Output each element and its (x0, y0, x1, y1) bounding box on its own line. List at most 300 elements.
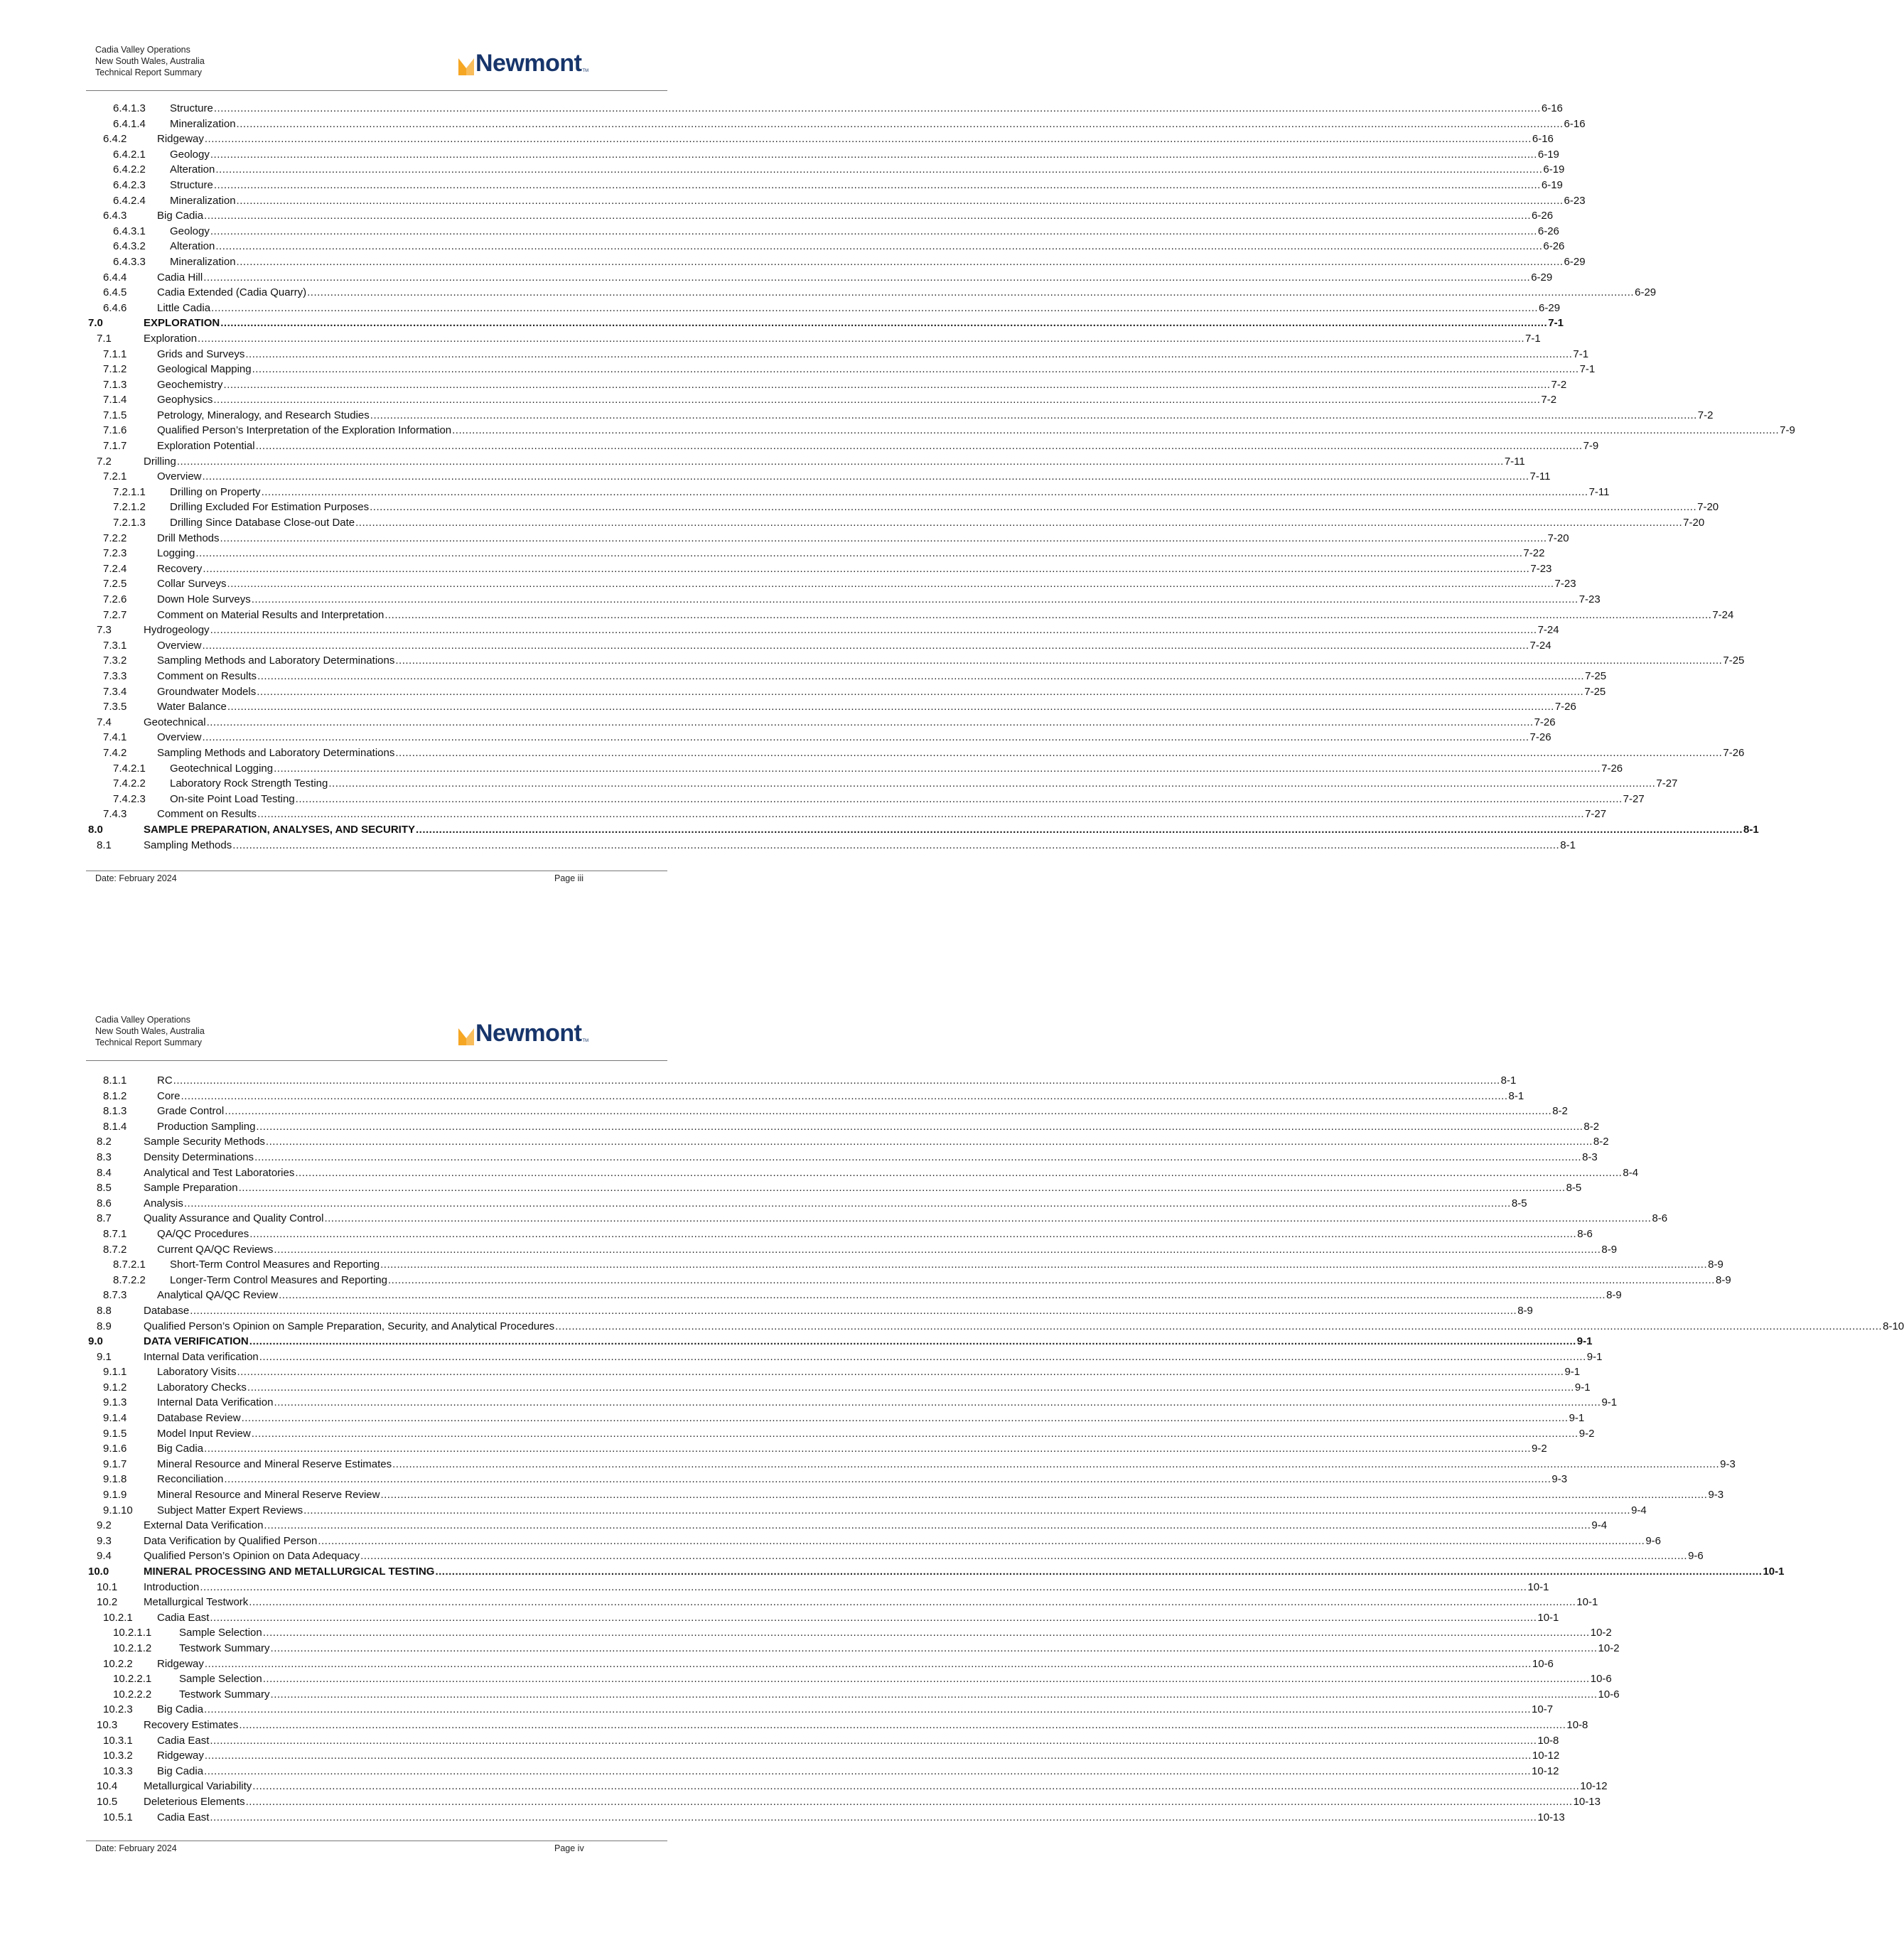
toc-entry-line (144, 316, 1564, 331)
toc-entry-title: Sample Selection (179, 1671, 263, 1687)
toc-entry-page: 9-1 (1601, 1395, 1617, 1411)
toc-entry-line (157, 745, 1745, 761)
toc-entry[interactable] (88, 1718, 1588, 1733)
toc-entry-number: 10.3.3 (103, 1764, 133, 1777)
toc-entry[interactable] (88, 1303, 1533, 1319)
dot-leader: ................................................................................................................................................................................................................................................................................................................................................................................................................ (203, 271, 1531, 284)
toc-entry-number: 6.4.1.3 (113, 102, 146, 114)
toc-entry-title: Down Hole Surveys (157, 592, 252, 608)
toc-entry[interactable] (88, 347, 1589, 362)
toc-entry-title: SAMPLE PREPARATION, ANALYSES, AND SECURITY (144, 822, 416, 838)
toc-entry-title: Database (144, 1303, 190, 1319)
toc-entry[interactable] (88, 162, 1565, 178)
dot-leader: ................................................................................................................................................................................................................................................................................................................................................................................................................ (249, 1335, 1576, 1348)
toc-entry-number: 7.2.1.2 (113, 501, 146, 514)
toc-entry-line (157, 592, 1601, 608)
dot-leader: ................................................................................................................................................................................................................................................................................................................................................................................................................ (223, 378, 1551, 391)
toc-entry-page: 9-1 (1564, 1364, 1580, 1380)
toc-entry[interactable] (88, 147, 1559, 163)
toc-entry-page: 7-9 (1779, 423, 1795, 438)
toc-entry-title: Cadia East (157, 1733, 210, 1749)
dot-leader: ................................................................................................................................................................................................................................................................................................................................................................................................................ (274, 1243, 1601, 1256)
toc-entry-line (157, 730, 1551, 745)
toc-entry[interactable] (88, 239, 1565, 254)
toc-entry[interactable] (88, 208, 1554, 224)
toc-entry[interactable] (88, 730, 1551, 745)
toc-entry-number: 7.1.1 (103, 347, 127, 360)
toc-entry-number: 7.2.1.3 (113, 517, 146, 529)
toc-entry-page: 7-1 (1524, 331, 1541, 347)
toc-entry-line (144, 1534, 1661, 1549)
toc-entry-number: 10.2.1 (103, 1611, 133, 1624)
toc-entry[interactable] (88, 1196, 1527, 1212)
toc-entry-number: 7.2 (97, 455, 112, 468)
toc-entry-title: Short-Term Control Measures and Reporting (170, 1257, 380, 1273)
toc-entry[interactable] (88, 1733, 1559, 1749)
toc-entry-page: 6-29 (1634, 285, 1656, 301)
toc-entry[interactable] (88, 1641, 1620, 1656)
toc-entry-page: 10-6 (1532, 1656, 1554, 1672)
toc-entry-title: Sampling Methods and Laboratory Determinations (157, 653, 395, 669)
dot-leader: ................................................................................................................................................................................................................................................................................................................................................................................................................ (190, 1304, 1517, 1317)
toc-entry[interactable] (88, 117, 1586, 132)
toc-entry-line (157, 1426, 1595, 1442)
toc-entry[interactable] (88, 1810, 1565, 1826)
toc-entry-page: 6-19 (1542, 162, 1564, 178)
toc-entry-number: 10.0 (88, 1566, 109, 1578)
toc-entry-title: Drilling Since Database Close-out Date (170, 515, 355, 531)
toc-entry-number: 6.4.2.4 (113, 194, 146, 207)
toc-entry-title: Big Cadia (157, 1702, 204, 1718)
toc-entry-number: 9.1.3 (103, 1396, 127, 1409)
toc-entry-line (157, 531, 1569, 546)
toc-entry-title: Mineralization (170, 117, 237, 132)
toc-entry-title: Geology (170, 224, 210, 239)
dot-leader: ................................................................................................................................................................................................................................................................................................................................................................................................................ (265, 1136, 1593, 1148)
toc-entry-page: 7-25 (1722, 653, 1744, 669)
toc-entry-line (170, 761, 1623, 777)
toc-entry-number: 10.2.1.1 (113, 1627, 152, 1639)
toc-entry-line (144, 1150, 1598, 1165)
toc-entry[interactable] (88, 715, 1556, 731)
toc-entry-number: 9.1.1 (103, 1366, 127, 1379)
toc-entry[interactable] (88, 224, 1559, 239)
toc-entry[interactable] (88, 1089, 1524, 1104)
toc-entry-title: Structure (170, 178, 214, 193)
toc-entry[interactable] (88, 1472, 1568, 1487)
toc-entry[interactable] (88, 1580, 1549, 1595)
toc-entry[interactable] (88, 1180, 1582, 1196)
toc-entry-line (157, 1610, 1559, 1626)
toc-entry-title: Production Sampling (157, 1119, 256, 1135)
toc-entry[interactable] (88, 1242, 1618, 1258)
toc-entry-page: 7-9 (1583, 438, 1599, 454)
toc-entry[interactable] (88, 438, 1599, 454)
toc-entry[interactable] (88, 1334, 1593, 1349)
dot-leader: ................................................................................................................................................................................................................................................................................................................................................................................................................ (370, 409, 1697, 421)
table-of-contents (88, 1073, 1904, 1825)
toc-entry-title: Petrology, Mineralogy, and Research Studies (157, 408, 370, 424)
toc-entry-line (157, 653, 1745, 669)
toc-entry-number: 6.4.3.2 (113, 240, 146, 253)
toc-entry[interactable] (88, 1595, 1598, 1610)
toc-entry-page: 9-1 (1586, 1349, 1603, 1365)
dot-leader: ................................................................................................................................................................................................................................................................................................................................................................................................................ (210, 624, 1537, 637)
toc-entry-line (170, 485, 1610, 500)
toc-entry[interactable] (88, 500, 1719, 515)
toc-entry[interactable] (88, 1073, 1517, 1089)
toc-entry[interactable] (88, 792, 1645, 807)
toc-entry[interactable] (88, 1441, 1547, 1457)
header-line-2: New South Wales, Australia (95, 56, 205, 66)
toc-entry-number: 7.4.2.1 (113, 762, 146, 775)
toc-entry-page: 6-19 (1541, 178, 1563, 193)
toc-entry-line (157, 377, 1567, 393)
toc-entry-line (144, 454, 1525, 470)
toc-entry-line (144, 1349, 1603, 1365)
toc-entry[interactable] (88, 101, 1563, 117)
toc-entry-number: 10.5 (97, 1795, 118, 1808)
toc-entry-line (157, 408, 1714, 424)
toc-entry[interactable] (88, 1257, 1723, 1273)
toc-entry-page: 7-23 (1529, 561, 1551, 577)
toc-entry-page: 8-10 (1882, 1319, 1904, 1335)
toc-entry-line (170, 1273, 1731, 1288)
toc-entry-number: 10.5.1 (103, 1811, 133, 1823)
toc-entry-page: 8-6 (1576, 1227, 1593, 1242)
toc-entry-page: 7-27 (1655, 776, 1677, 792)
toc-entry[interactable] (88, 178, 1563, 193)
toc-entry[interactable] (88, 469, 1551, 485)
toc-entry-page: 9-6 (1645, 1534, 1661, 1549)
toc-entry-title: On-site Point Load Testing (170, 792, 296, 807)
toc-entry[interactable] (88, 1457, 1736, 1472)
toc-entry-title: Core (157, 1089, 181, 1104)
dot-leader: ................................................................................................................................................................................................................................................................................................................................................................................................................ (255, 440, 1583, 453)
toc-entry[interactable] (88, 1349, 1603, 1365)
toc-entry[interactable] (88, 761, 1623, 777)
toc-entry[interactable] (88, 1702, 1554, 1718)
dot-leader: ................................................................................................................................................................................................................................................................................................................................................................................................................ (224, 1473, 1551, 1486)
toc-entry-line (157, 270, 1553, 286)
dot-leader: ................................................................................................................................................................................................................................................................................................................................................................................................................ (249, 1227, 1577, 1240)
toc-entry[interactable] (88, 1411, 1585, 1426)
dot-leader: ................................................................................................................................................................................................................................................................................................................................................................................................................ (295, 1166, 1623, 1179)
footer-page-number: Page iii (554, 873, 583, 883)
toc-entry-line (170, 776, 1678, 792)
toc-entry-title: External Data Verification (144, 1518, 264, 1534)
toc-entry-line (170, 193, 1586, 209)
toc-entry[interactable] (88, 1364, 1581, 1380)
toc-entry-title: Recovery (157, 561, 203, 577)
dot-leader: ................................................................................................................................................................................................................................................................................................................................................................................................................ (210, 225, 1537, 237)
toc-entry[interactable] (88, 1610, 1559, 1626)
toc-entry-line (144, 1518, 1608, 1534)
toc-entry-title: Qualified Person’s Opinion on Sample Preparation, Security, and Analytical Procedures (144, 1319, 555, 1335)
toc-entry-line (157, 1089, 1524, 1104)
toc-entry-number: 8.1.3 (103, 1105, 127, 1118)
toc-entry-page: 9-1 (1574, 1380, 1591, 1396)
toc-entry-title: Sample Security Methods (144, 1134, 266, 1150)
toc-entry-number: 8.0 (88, 823, 103, 836)
toc-entry[interactable] (88, 807, 1607, 822)
toc-entry[interactable] (88, 822, 1759, 838)
toc-entry-number: 7.0 (88, 317, 103, 330)
toc-entry-title: Comment on Results (157, 807, 257, 822)
toc-entry[interactable] (88, 1211, 1668, 1227)
toc-entry-title: Overview (157, 730, 203, 745)
toc-entry-number: 7.1 (97, 332, 112, 345)
toc-entry-title: Sample Preparation (144, 1180, 239, 1196)
toc-entry-title: EXPLORATION (144, 316, 220, 331)
toc-entry-line (144, 822, 1759, 838)
toc-entry-number: 8.7.2.2 (113, 1273, 146, 1286)
toc-entry-page: 7-23 (1578, 592, 1601, 608)
toc-entry[interactable] (88, 1273, 1731, 1288)
toc-entry[interactable] (88, 1134, 1609, 1150)
toc-entry-number: 10.2.3 (103, 1703, 133, 1716)
footer-date: Date: February 2024 (95, 1843, 177, 1853)
dot-leader: ................................................................................................................................................................................................................................................................................................................................................................................................................ (307, 286, 1635, 299)
toc-entry-title: Laboratory Rock Strength Testing (170, 776, 328, 792)
toc-entry-page: 9-2 (1578, 1426, 1595, 1442)
toc-entry[interactable] (88, 270, 1553, 286)
toc-entry[interactable] (88, 623, 1559, 638)
toc-entry-number: 6.4.5 (103, 286, 127, 299)
toc-entry[interactable] (88, 331, 1541, 347)
toc-entry-number: 9.1.9 (103, 1489, 127, 1502)
toc-entry[interactable] (88, 1764, 1559, 1779)
toc-entry[interactable] (88, 316, 1564, 331)
toc-entry-line (157, 469, 1551, 485)
toc-entry-title: Mineralization (170, 193, 237, 209)
toc-entry-number: 8.7.2.1 (113, 1259, 146, 1271)
toc-entry[interactable] (88, 699, 1576, 715)
toc-entry-page: 7-20 (1696, 500, 1719, 515)
toc-entry-page: 7-26 (1722, 745, 1744, 761)
toc-entry-page: 6-29 (1564, 254, 1586, 270)
toc-entry-number: 8.7.3 (103, 1289, 127, 1302)
header-text (95, 44, 205, 78)
toc-entry-page: 8-4 (1622, 1165, 1638, 1181)
toc-entry-page: 10-12 (1531, 1764, 1559, 1779)
toc-entry-title: Geochemistry (157, 377, 224, 393)
toc-entry-page: 10-13 (1573, 1794, 1601, 1810)
toc-entry[interactable] (88, 1625, 1612, 1641)
toc-entry-title: Big Cadia (157, 1441, 204, 1457)
table-of-contents (88, 101, 1795, 853)
toc-entry-title: Alteration (170, 162, 215, 178)
toc-entry[interactable] (88, 653, 1745, 669)
toc-entry-number: 7.1.5 (103, 409, 127, 421)
toc-entry-number: 6.4.6 (103, 301, 127, 314)
toc-entry-page: 7-24 (1529, 638, 1551, 654)
dot-leader: ................................................................................................................................................................................................................................................................................................................................................................................................................ (202, 470, 1529, 483)
toc-entry-page: 8-2 (1583, 1119, 1599, 1135)
toc-entry-title: Geological Mapping (157, 362, 252, 377)
toc-entry[interactable] (88, 254, 1586, 270)
toc-entry-page: 7-26 (1529, 730, 1551, 745)
toc-entry-title: Database Review (157, 1411, 242, 1426)
toc-entry-line (157, 392, 1557, 408)
toc-entry-page: 10-1 (1527, 1580, 1549, 1595)
toc-entry-page: 6-19 (1537, 147, 1559, 163)
toc-entry[interactable] (88, 546, 1545, 561)
toc-entry[interactable] (88, 638, 1551, 654)
footer-page-number: Page iv (554, 1843, 584, 1853)
toc-entry[interactable] (88, 1794, 1601, 1810)
toc-entry[interactable] (88, 1748, 1560, 1764)
toc-entry-title: Cadia Extended (Cadia Quarry) (157, 285, 307, 301)
toc-entry[interactable] (88, 1534, 1661, 1549)
toc-entry-title: Qualified Person’s Interpretation of the Exploration Information (157, 423, 452, 438)
toc-entry[interactable] (88, 408, 1714, 424)
toc-entry-title: DATA VERIFICATION (144, 1334, 249, 1349)
toc-entry-line (144, 331, 1541, 347)
toc-entry-line (144, 1595, 1598, 1610)
toc-entry[interactable] (88, 131, 1554, 147)
toc-entry[interactable] (88, 745, 1745, 761)
header-divider (86, 1060, 667, 1061)
toc-entry-number: 10.2.2.2 (113, 1688, 152, 1701)
toc-entry-title: Comment on Material Results and Interpretation (157, 608, 384, 623)
logo-mark-icon (458, 1025, 474, 1045)
dot-leader: ................................................................................................................................................................................................................................................................................................................................................................................................................ (225, 1105, 1552, 1118)
toc-entry-page: 8-9 (1715, 1273, 1731, 1288)
toc-entry-number: 10.3.1 (103, 1734, 133, 1747)
dot-leader: ................................................................................................................................................................................................................................................................................................................................................................................................................ (206, 716, 1534, 728)
toc-entry[interactable] (88, 1227, 1593, 1242)
toc-entry[interactable] (88, 592, 1601, 608)
toc-entry-line (157, 438, 1599, 454)
toc-entry[interactable] (88, 1548, 1704, 1564)
dot-leader: ................................................................................................................................................................................................................................................................................................................................................................................................................ (232, 839, 1560, 851)
toc-entry-page: 8-5 (1566, 1180, 1582, 1196)
toc-entry-title: Ridgeway (157, 131, 205, 147)
toc-entry-page: 7-25 (1583, 684, 1606, 700)
toc-entry[interactable] (88, 1656, 1554, 1672)
toc-entry-page: 9-2 (1531, 1441, 1547, 1457)
toc-entry[interactable] (88, 531, 1569, 546)
toc-entry-line (157, 1104, 1568, 1119)
toc-entry[interactable] (88, 423, 1795, 438)
toc-entry[interactable] (88, 1426, 1595, 1442)
toc-entry-line (157, 1733, 1559, 1749)
toc-entry-line (157, 699, 1576, 715)
toc-entry-title: Internal Data Verification (157, 1395, 274, 1411)
toc-entry[interactable] (88, 285, 1657, 301)
logo-trademark: TM (582, 1039, 589, 1043)
toc-entry[interactable] (88, 1165, 1639, 1181)
toc-entry-page: 10-13 (1537, 1810, 1564, 1826)
toc-entry-line (170, 224, 1559, 239)
toc-entry-number: 9.4 (97, 1550, 112, 1563)
toc-entry-line (170, 162, 1565, 178)
toc-entry-number: 8.3 (97, 1150, 112, 1163)
toc-entry[interactable] (88, 1395, 1618, 1411)
toc-entry[interactable] (88, 1687, 1620, 1703)
toc-entry-title: Testwork Summary (179, 1641, 271, 1656)
toc-entry[interactable] (88, 392, 1557, 408)
toc-entry-number: 7.3.5 (103, 701, 127, 713)
toc-entry[interactable] (88, 1503, 1647, 1519)
dot-leader: ................................................................................................................................................................................................................................................................................................................................................................................................................ (355, 517, 1683, 529)
dot-leader: ................................................................................................................................................................................................................................................................................................................................................................................................................ (264, 1519, 1591, 1532)
toc-entry-number: 10.2.2.1 (113, 1673, 152, 1686)
toc-entry-number: 9.1.8 (103, 1473, 127, 1486)
toc-entry-number: 8.1.2 (103, 1089, 127, 1102)
toc-entry-page: 6-29 (1538, 301, 1560, 316)
toc-entry-page: 7-24 (1537, 623, 1559, 638)
toc-entry[interactable] (88, 193, 1586, 209)
toc-entry[interactable] (88, 684, 1606, 700)
toc-entry[interactable] (88, 454, 1525, 470)
toc-entry[interactable] (88, 838, 1576, 853)
toc-entry[interactable] (88, 1487, 1724, 1503)
toc-entry-line (157, 1242, 1618, 1258)
toc-entry-line (157, 1457, 1736, 1472)
toc-entry-title: Drilling Excluded For Estimation Purposes (170, 500, 370, 515)
toc-entry[interactable] (88, 515, 1705, 531)
toc-entry-title: Recovery Estimates (144, 1718, 239, 1733)
toc-entry[interactable] (88, 1319, 1904, 1335)
toc-entry[interactable] (88, 608, 1734, 623)
toc-entry-line (157, 1411, 1585, 1426)
toc-entry[interactable] (88, 561, 1552, 577)
toc-entry[interactable] (88, 1671, 1612, 1687)
toc-entry[interactable] (88, 1150, 1598, 1165)
toc-entry[interactable] (88, 776, 1678, 792)
toc-entry-page: 9-3 (1551, 1472, 1567, 1487)
toc-entry-line (157, 1748, 1560, 1764)
logo-mark-icon (458, 55, 474, 75)
toc-entry-number: 7.2.1 (103, 470, 127, 483)
toc-entry-title: Comment on Results (157, 669, 257, 684)
toc-entry[interactable] (88, 301, 1561, 316)
dot-leader: ................................................................................................................................................................................................................................................................................................................................................................................................................ (204, 210, 1532, 222)
toc-entry[interactable] (88, 1288, 1622, 1303)
toc-entry-page: 9-4 (1591, 1518, 1607, 1534)
toc-entry[interactable] (88, 362, 1596, 377)
toc-entry[interactable] (88, 1380, 1591, 1396)
dot-leader: ................................................................................................................................................................................................................................................................................................................................................................................................................ (380, 1489, 1708, 1502)
toc-entry[interactable] (88, 669, 1607, 684)
toc-entry-title: Testwork Summary (179, 1687, 271, 1703)
dot-leader: ................................................................................................................................................................................................................................................................................................................................................................................................................ (204, 133, 1532, 146)
toc-entry-line (144, 1580, 1549, 1595)
toc-entry-page: 10-12 (1579, 1779, 1607, 1794)
header-line-3: Technical Report Summary (95, 68, 203, 77)
toc-entry[interactable] (88, 1564, 1785, 1580)
dot-leader: ................................................................................................................................................................................................................................................................................................................................................................................................................ (249, 1596, 1576, 1609)
toc-entry[interactable] (88, 1779, 1608, 1794)
toc-entry-title: Sampling Methods (144, 838, 232, 853)
toc-entry[interactable] (88, 1104, 1568, 1119)
toc-entry[interactable] (88, 485, 1610, 500)
header-line-2: New South Wales, Australia (95, 1026, 205, 1036)
toc-entry[interactable] (88, 377, 1567, 393)
toc-entry-title: Geotechnical Logging (170, 761, 274, 777)
toc-entry-page: 10-2 (1598, 1641, 1620, 1656)
toc-entry[interactable] (88, 576, 1576, 592)
toc-entry-number: 6.4.4 (103, 271, 127, 284)
toc-entry-line (144, 1794, 1601, 1810)
toc-entry[interactable] (88, 1518, 1608, 1534)
toc-entry-title: Data Verification by Qualified Person (144, 1534, 318, 1549)
toc-entry[interactable] (88, 1119, 1600, 1135)
toc-entry-page: 10-6 (1590, 1671, 1612, 1687)
toc-entry-number: 8.2 (97, 1136, 112, 1148)
